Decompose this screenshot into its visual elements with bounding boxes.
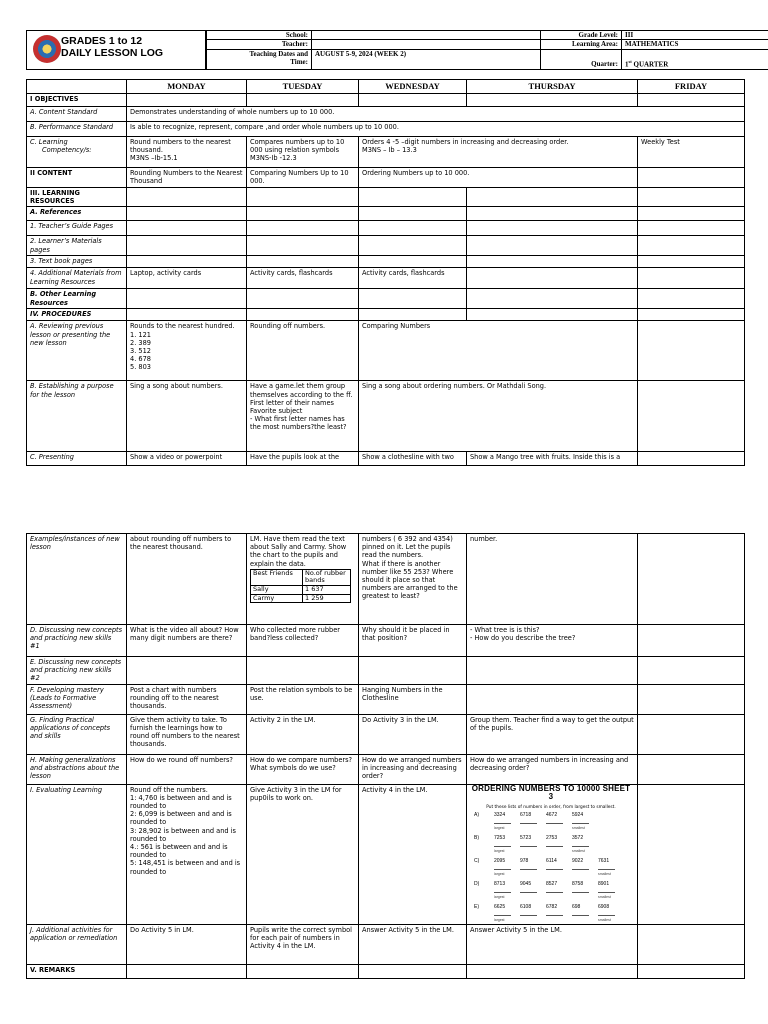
competency-mon-text: Round numbers to the nearest thousand. xyxy=(130,138,231,155)
worksheet-row-label: A) xyxy=(474,811,479,818)
presenting-wed-question: What if there is another number like 55 253? Where should it place so that numbers are arranged to the greatest to least? xyxy=(362,559,458,601)
list-item: 3: 28,902 is between and and is rounded to xyxy=(130,826,236,843)
table-header: Best Friends xyxy=(251,569,303,585)
answer-blank-line[interactable] xyxy=(572,892,589,893)
teaching-dates-label xyxy=(207,49,312,69)
largest-tag: largest xyxy=(494,848,505,853)
worksheet-number: 2095 xyxy=(494,857,506,864)
ordering-numbers-worksheet xyxy=(470,785,632,923)
purpose-tue-line1: Have a game.let them group themselves according to the ff. xyxy=(250,382,353,399)
presenting-thursday-part1: Show a Mango tree with fruits. Inside this is a xyxy=(467,452,638,466)
worksheet-number: 8901 xyxy=(598,880,610,887)
day-header-friday: FRIDAY xyxy=(638,80,745,94)
day-header-wednesday: WEDNESDAY xyxy=(359,80,467,94)
generalizations-label: H. Making generalizations and abstractions about the lesson xyxy=(27,754,127,784)
list-item: 4. 678 xyxy=(130,355,151,364)
competency-tue-code: M3NS-Ib -12.3 xyxy=(250,154,297,163)
smallest-tag: smallest xyxy=(572,848,585,853)
presenting-tuesday-part2 xyxy=(247,534,359,625)
competency-tuesday xyxy=(247,137,359,168)
list-item: 2. 389 xyxy=(130,338,151,347)
corner-cell xyxy=(27,80,127,94)
competency-label xyxy=(27,137,127,168)
additional-materials-tuesday: Activity cards, flashcards xyxy=(247,268,359,289)
smallest-tag: smallest xyxy=(598,871,611,876)
worksheet-row-label: B) xyxy=(474,834,479,841)
worksheet-instruction: Put these lists of numbers in order, from largest to smallest. xyxy=(486,805,616,811)
quarter-text: QUARTER xyxy=(633,60,669,69)
remarks-heading: V. REMARKS xyxy=(27,964,127,978)
discussing-thu-line2: - How do you describe the tree? xyxy=(470,634,576,643)
discussing-1-monday: What is the video all about? How many digit numbers are there? xyxy=(127,625,247,657)
worksheet-row-label: E) xyxy=(474,903,479,910)
competency-wed-text: Orders 4 -5 –digit numbers in increasing and decreasing order. xyxy=(362,138,569,146)
evaluating-mon-heading: Round off the numbers. xyxy=(130,785,208,794)
presenting-tuesday-part1: Have the pupils look at the xyxy=(247,452,359,466)
header-info-table xyxy=(206,30,768,70)
table-cell: Sally xyxy=(251,586,303,595)
school-value[interactable] xyxy=(312,31,541,40)
answer-blank-line[interactable] xyxy=(546,846,563,847)
school-label: School: xyxy=(207,31,312,40)
list-item: 4.: 561 is between and and is rounded to xyxy=(130,843,228,860)
worksheet-number: 4672 xyxy=(546,811,558,818)
worksheet-number: 5723 xyxy=(520,834,532,841)
textbook-pages-label: 3. Text book pages xyxy=(27,256,127,268)
worksheet-number: 7631 xyxy=(598,857,610,864)
answer-blank-line[interactable] xyxy=(546,915,563,916)
presenting-wed-text: numbers ( 6 392 and 4354) pinned on it. Let the pupils read the numbers. xyxy=(362,535,453,560)
day-header-tuesday: TUESDAY xyxy=(247,80,359,94)
evaluating-wednesday: Activity 4 in the LM. xyxy=(359,784,467,924)
presenting-label-part1: C. Presenting xyxy=(27,452,127,466)
discussing-1-wednesday: Why should it be placed in that position? xyxy=(359,625,467,657)
competency-tue-text: Compares numbers up to 10 000 using relation symbols xyxy=(250,138,345,155)
quarter-number: 1 xyxy=(625,60,629,69)
smallest-tag: smallest xyxy=(572,825,585,830)
worksheet-number: 9045 xyxy=(520,880,532,887)
answer-blank-line[interactable] xyxy=(572,869,589,870)
presenting-tue-text: LM. Have them read the text about Sally and Carmy. Show the chart to the pupils and explain the data. xyxy=(250,535,347,568)
worksheet-number: 978 xyxy=(520,857,529,864)
list-item: 5. 803 xyxy=(130,363,151,372)
purpose-monday: Sing a song about numbers. xyxy=(127,381,247,452)
table-row xyxy=(251,586,351,595)
additional-materials-label: 4. Additional Materials from Learning Resources xyxy=(27,268,127,289)
practical-applications-tuesday: Activity 2 in the LM. xyxy=(247,714,359,754)
content-heading: II CONTENT xyxy=(27,168,127,188)
generalizations-wednesday: How do we arranged numbers in increasing and decreasing order? xyxy=(359,754,467,784)
worksheet-number: 9022 xyxy=(572,857,584,864)
competency-label-line2: Competency/s: xyxy=(42,146,92,155)
teacher-value[interactable] xyxy=(312,40,541,49)
presenting-wednesday-part2 xyxy=(359,534,467,625)
competency-mon-code: M3NS –Ib-15.1 xyxy=(130,154,178,163)
content-tuesday: Comparing Numbers Up to 10 000. xyxy=(247,168,359,188)
reviewing-label: A. Reviewing previous lesson or presenting the new lesson xyxy=(27,321,127,381)
largest-tag: largest xyxy=(494,871,505,876)
other-resources-label: B. Other Learning Resources xyxy=(27,289,127,309)
worksheet-number: 8758 xyxy=(572,880,584,887)
quarter-label: Quarter: xyxy=(541,49,622,69)
presenting-monday-part2: about rounding off numbers to the nearest thousand. xyxy=(127,534,247,625)
table-cell: 1 259 xyxy=(303,594,351,603)
worksheet-title: ORDERING NUMBERS TO 10000 SHEET 3 xyxy=(471,784,631,801)
list-item: 2: 6,099 is between and and is rounded to xyxy=(130,810,232,827)
quarter-ordinal: st xyxy=(628,59,632,65)
reviewing-monday xyxy=(127,321,247,381)
smallest-tag: smallest xyxy=(598,894,611,899)
reviewing-wednesday: Comparing Numbers xyxy=(359,321,638,381)
answer-blank-line[interactable] xyxy=(572,915,589,916)
developing-mastery-tuesday: Post the relation symbols to be use. xyxy=(247,684,359,714)
largest-tag: largest xyxy=(494,825,505,830)
purpose-tue-line3: Favorite subject xyxy=(250,407,303,416)
answer-blank-line[interactable] xyxy=(546,892,563,893)
competency-wed-code: M3NS – Ib – 13.3 xyxy=(362,146,417,155)
smallest-tag: smallest xyxy=(598,917,611,922)
practical-applications-monday: Give them activity to take. To furnish the learnings how to round off numbers to the nearest thousands. xyxy=(127,714,247,754)
worksheet-number: 6108 xyxy=(520,903,532,910)
worksheet-number: 6908 xyxy=(598,903,610,910)
table-row xyxy=(251,594,351,603)
grade-level-value[interactable]: III xyxy=(622,31,768,40)
learning-area-value[interactable]: MATHEMATICS xyxy=(622,40,768,49)
rubber-bands-table xyxy=(250,569,351,603)
additional-activities-tuesday: Pupils write the correct symbol for each pair of numbers in Activity 4 in the LM. xyxy=(247,924,359,964)
answer-blank-line[interactable] xyxy=(520,892,537,893)
discussing-1-tuesday: Who collected more rubber band?less collected? xyxy=(247,625,359,657)
reviewing-tuesday: Rounding off numbers. xyxy=(247,321,359,381)
competency-wednesday xyxy=(359,137,638,168)
content-monday: Rounding Numbers to the Nearest Thousand xyxy=(127,168,247,188)
worksheet-number: 6782 xyxy=(546,903,558,910)
answer-blank-line[interactable] xyxy=(520,869,537,870)
additional-activities-thursday: Answer Activity 5 in the LM. xyxy=(467,924,638,964)
evaluating-tuesday: Give Activity 3 in the LM for pup0ils to work on. xyxy=(247,784,359,924)
practical-applications-label: G. Finding Practical applications of concepts and skills xyxy=(27,714,127,754)
table-header: No.of rubber bands xyxy=(303,569,351,585)
additional-activities-monday: Do Activity 5 in LM. xyxy=(127,924,247,964)
content-standard-label: A. Content Standard xyxy=(27,107,127,122)
presenting-label-part2: Examples/instances of new lesson xyxy=(27,534,127,625)
worksheet-number: 6114 xyxy=(546,857,557,864)
additional-materials-wednesday: Activity cards, flashcards xyxy=(359,268,467,289)
list-item: 3. 512 xyxy=(130,347,151,356)
learning-area-label: Learning Area: xyxy=(541,40,622,49)
generalizations-tuesday: How do we compare numbers? What symbols do we use? xyxy=(247,754,359,784)
table-cell: Carmy xyxy=(251,594,303,603)
quarter-value[interactable] xyxy=(622,49,768,69)
evaluating-label: I. Evaluating Learning xyxy=(27,784,127,924)
additional-materials-monday: Laptop, activity cards xyxy=(127,268,247,289)
content-wednesday: Ordering Numbers up to 10 000. xyxy=(359,168,638,188)
list-item: 1: 4,760 is between and and is rounded to xyxy=(130,793,232,811)
worksheet-number: 6718 xyxy=(520,811,532,818)
procedures-heading: IV. PROCEDURES xyxy=(27,309,127,321)
purpose-tue-line2: First letter of their names xyxy=(250,398,334,407)
discussing-2-label: E. Discussing new concepts and practicing new skills #2 xyxy=(27,657,127,685)
deped-seal-icon xyxy=(33,35,61,63)
grade-level-label: Grade Level: xyxy=(541,31,622,40)
discussing-1-label: D. Discussing new concepts and practicing new skills #1 xyxy=(27,625,127,657)
developing-mastery-label: F. Developing mastery (Leads to Formative Assessment) xyxy=(27,684,127,714)
references-label: A. References xyxy=(27,207,127,221)
lm-pages-label: 2. Learner’s Materials pages xyxy=(27,236,127,256)
answer-blank-line[interactable] xyxy=(520,846,537,847)
performance-standard-label: B. Performance Standard xyxy=(27,122,127,137)
presenting-monday-part1: Show a video or powerpoint xyxy=(127,452,247,466)
day-header-thursday: THURSDAY xyxy=(467,80,638,94)
objectives-heading: I OBJECTIVES xyxy=(27,94,127,107)
answer-blank-line[interactable] xyxy=(520,823,537,824)
discussing-1-thursday xyxy=(467,625,638,657)
worksheet-number: 698 xyxy=(572,903,581,910)
additional-activities-label: J. Additional activities for application or remediation xyxy=(27,924,127,964)
worksheet-number: 5924 xyxy=(572,811,584,818)
worksheet-number: 7253 xyxy=(494,834,506,841)
worksheet-row-label: C) xyxy=(474,857,480,864)
content-standard-text: Demonstrates understanding of whole numbers up to 10 000. xyxy=(127,107,745,122)
purpose-tuesday xyxy=(247,381,359,452)
presenting-wednesday-part1: Show a clothesline with two xyxy=(359,452,467,466)
answer-blank-line[interactable] xyxy=(546,823,563,824)
header-title-box xyxy=(26,30,206,70)
teaching-dates-value[interactable]: AUGUST 5-9, 2024 (WEEK 2) xyxy=(312,49,541,69)
developing-mastery-monday: Post a chart with numbers rounding off to the nearest thousands. xyxy=(127,684,247,714)
worksheet-number: 3324 xyxy=(494,811,506,818)
teacher-label: Teacher: xyxy=(207,40,312,49)
answer-blank-line[interactable] xyxy=(546,869,563,870)
worksheet-number: 8527 xyxy=(546,880,558,887)
dates-label-line2: Time: xyxy=(290,58,308,67)
largest-tag: largest xyxy=(494,894,505,899)
practical-applications-wednesday: Do Activity 3 in the LM. xyxy=(359,714,467,754)
competency-friday: Weekly Test xyxy=(638,137,745,168)
generalizations-thursday: How do we arranged numbers in increasing and decreasing order? xyxy=(467,754,638,784)
day-header-monday: MONDAY xyxy=(127,80,247,94)
lesson-log-table-page2 xyxy=(26,533,745,979)
tg-pages-label: 1. Teacher’s Guide Pages xyxy=(27,221,127,236)
purpose-tue-line4: - What first letter names has the most numbers?the least? xyxy=(250,415,347,432)
performance-standard-text: Is able to recognize, represent, compare ,and order whole numbers up to 10 000. xyxy=(127,122,745,137)
developing-mastery-wednesday: Hanging Numbers in the Clothesline xyxy=(359,684,467,714)
answer-blank-line[interactable] xyxy=(520,915,537,916)
title-daily-lesson-log: DAILY LESSON LOG xyxy=(61,47,164,59)
largest-tag: largest xyxy=(494,917,505,922)
generalizations-monday: How do we round off numbers? xyxy=(127,754,247,784)
purpose-label: B. Establishing a purpose for the lesson xyxy=(27,381,127,452)
purpose-wednesday: Sing a song about ordering numbers. Or Mathdali Song. xyxy=(359,381,638,452)
worksheet-number: 2753 xyxy=(546,834,558,841)
evaluating-thursday xyxy=(467,784,638,924)
worksheet-number: 3572 xyxy=(572,834,584,841)
presenting-thursday-part2: number. xyxy=(467,534,638,625)
competency-label-line1: C. Learning xyxy=(30,138,68,146)
title-grades: GRADES 1 to 12 xyxy=(61,35,143,47)
discussing-thu-line1: - What tree is is this? xyxy=(470,626,540,634)
worksheet-number: 6625 xyxy=(494,903,506,910)
competency-monday xyxy=(127,137,247,168)
worksheet-number: 8713 xyxy=(494,880,506,887)
dates-label-line1: Teaching Dates and xyxy=(249,49,308,58)
list-item: 1. 121 xyxy=(130,330,151,339)
reviewing-mon-text: Rounds to the nearest hundred. xyxy=(130,322,235,331)
worksheet-row-label: D) xyxy=(474,880,480,887)
lesson-log-table-page1 xyxy=(26,79,745,466)
additional-activities-wednesday: Answer Activity 5 in the LM. xyxy=(359,924,467,964)
list-item: 5: 148,451 is between and and is rounded to xyxy=(130,859,241,876)
practical-applications-thursday: Group them. Teacher find a way to get the output of the pupils. xyxy=(467,714,638,754)
evaluating-monday xyxy=(127,784,247,924)
resources-heading: III. LEARNING RESOURCES xyxy=(27,188,127,207)
table-cell: 1 637 xyxy=(303,586,351,595)
